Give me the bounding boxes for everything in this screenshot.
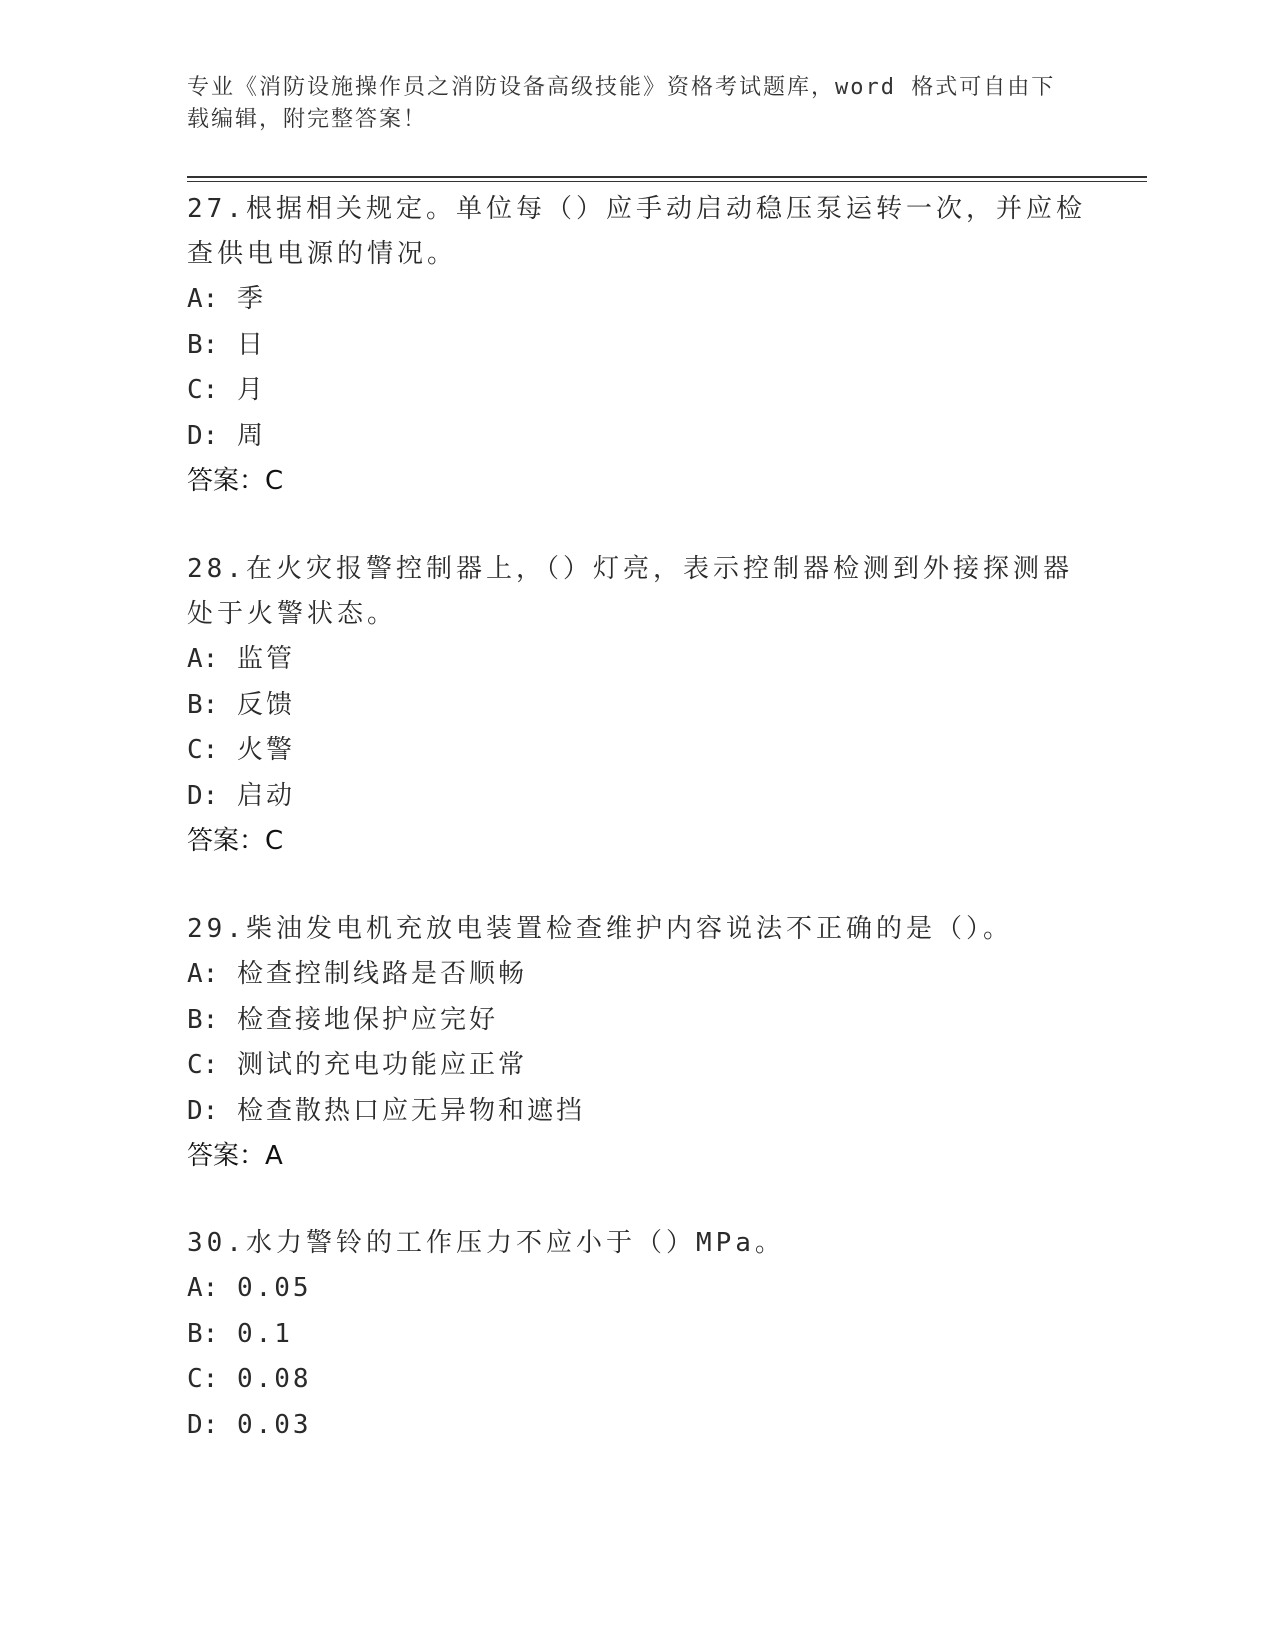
option-letter: C: xyxy=(187,375,219,405)
option-text: 季 xyxy=(236,284,266,314)
option-text: 检查控制线路是否顺畅 xyxy=(236,959,527,989)
question-stem: 水力警铃的工作压力不应小于（）MPa。 xyxy=(245,1228,785,1258)
option-letter: A: xyxy=(187,284,219,314)
question-27 xyxy=(187,187,1087,504)
option-letter: C: xyxy=(187,735,219,765)
option-b xyxy=(187,683,1087,729)
answer-line: 答案：C xyxy=(187,826,284,856)
question-30 xyxy=(187,1221,1087,1448)
option-text: 火警 xyxy=(236,735,295,765)
option-letter: D: xyxy=(187,1409,219,1440)
option-a xyxy=(187,1266,1087,1312)
question-stem: 柴油发电机充放电装置检查维护内容说法不正确的是（）。 xyxy=(245,914,1013,944)
option-a xyxy=(187,277,1087,323)
option-text: 月 xyxy=(236,375,266,405)
option-letter: D: xyxy=(187,1095,219,1126)
header-rule-thin xyxy=(187,181,1147,182)
question-stem: 在火灾报警控制器上，（）灯亮，表示控制器检测到外接探测器处于火警状态。 xyxy=(187,554,1073,629)
option-b xyxy=(187,998,1087,1044)
option-text: 日 xyxy=(236,329,266,360)
option-b xyxy=(187,323,1087,369)
option-text: 周 xyxy=(236,420,266,451)
option-text: 检查接地保护应完好 xyxy=(236,1004,498,1035)
question-29 xyxy=(187,907,1087,1179)
option-c xyxy=(187,368,1087,414)
answer-line: 答案：C xyxy=(187,466,284,496)
question-number: 27. xyxy=(187,194,246,224)
option-a xyxy=(187,952,1087,998)
question-number: 30. xyxy=(187,1228,246,1258)
question-text xyxy=(187,1221,1087,1266)
option-text: 0.1 xyxy=(236,1318,293,1349)
question-text xyxy=(187,907,1087,952)
option-letter: C: xyxy=(187,1050,219,1080)
option-text: 监管 xyxy=(236,644,295,674)
header-rule-thick xyxy=(187,176,1147,178)
answer-line: 答案：A xyxy=(187,1141,283,1171)
option-letter: B: xyxy=(187,1318,219,1349)
option-letter: A: xyxy=(187,644,219,674)
option-text: 启动 xyxy=(236,780,295,811)
option-d xyxy=(187,774,1087,820)
option-d xyxy=(187,1403,1087,1449)
document-header: 专业《消防设施操作员之消防设备高级技能》资格考试题库，word 格式可自由下载编辑，附完整答案！ xyxy=(187,75,1056,132)
option-c xyxy=(187,1357,1087,1403)
option-text: 0.03 xyxy=(236,1409,312,1440)
option-text: 测试的充电功能应正常 xyxy=(236,1050,527,1080)
question-stem: 根据相关规定。单位每（）应手动启动稳压泵运转一次，并应检查供电电源的情况。 xyxy=(187,194,1086,269)
option-text: 0.08 xyxy=(236,1364,312,1394)
question-number: 28. xyxy=(187,554,246,584)
question-text xyxy=(187,187,1087,277)
option-text: 反馈 xyxy=(236,689,295,720)
option-c xyxy=(187,728,1087,774)
option-letter: A: xyxy=(187,959,219,989)
option-c xyxy=(187,1043,1087,1089)
option-text: 0.05 xyxy=(236,1273,312,1303)
option-letter: B: xyxy=(187,689,219,720)
question-28 xyxy=(187,547,1087,864)
option-letter: D: xyxy=(187,420,219,451)
option-letter: D: xyxy=(187,780,219,811)
option-letter: C: xyxy=(187,1364,219,1394)
question-text xyxy=(187,547,1087,637)
option-text: 检查散热口应无异物和遮挡 xyxy=(236,1095,585,1126)
option-d xyxy=(187,414,1087,460)
option-b xyxy=(187,1312,1087,1358)
option-a xyxy=(187,637,1087,683)
question-number: 29. xyxy=(187,914,246,944)
option-d xyxy=(187,1089,1087,1135)
option-letter: A: xyxy=(187,1273,219,1303)
option-letter: B: xyxy=(187,329,219,360)
option-letter: B: xyxy=(187,1004,219,1035)
